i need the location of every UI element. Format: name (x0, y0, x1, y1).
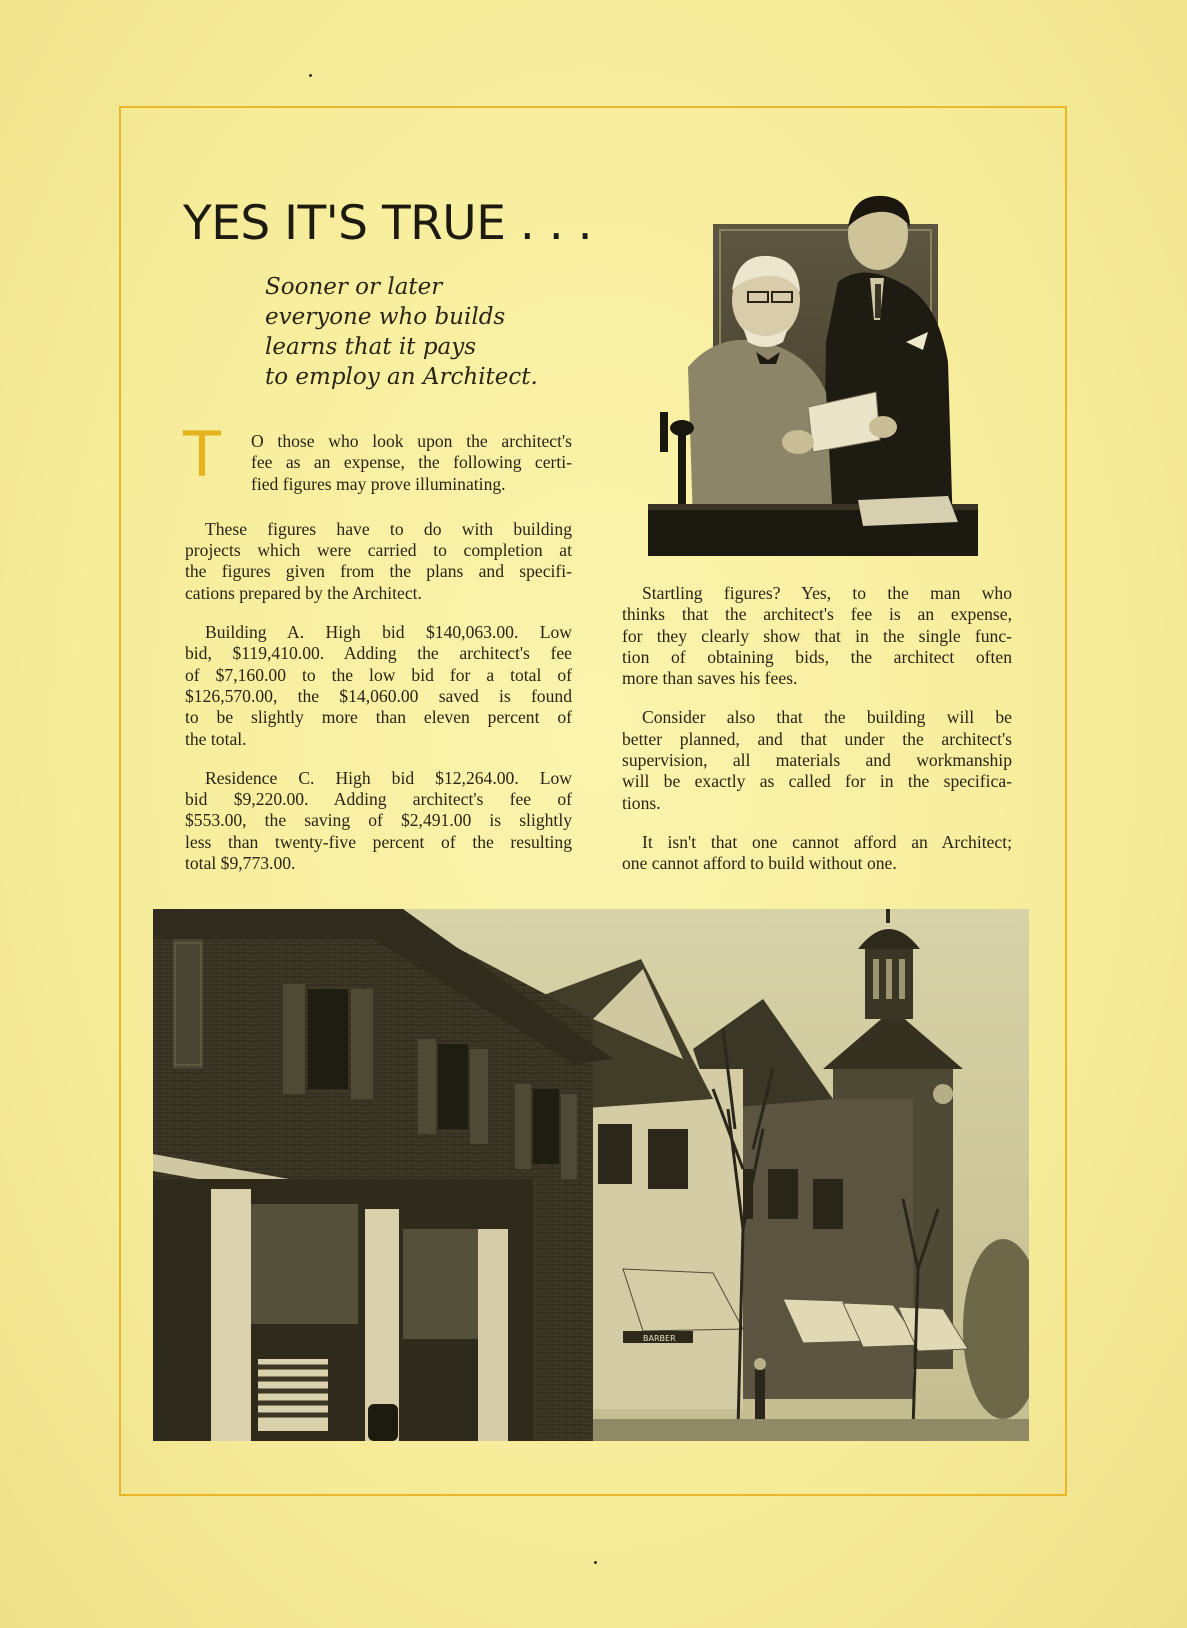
text-line: $126,570.00, the $14,060.00 saved is found (185, 685, 572, 706)
text-line: cations prepared by the Architect. (185, 582, 422, 603)
right-column (622, 583, 1012, 889)
text-line: supervision, all materials and workmanship (622, 750, 1012, 771)
text-line: fied figures may prove illuminating. (251, 473, 506, 494)
subhead-line: everyone who builds (265, 304, 506, 330)
intro-paragraph (183, 418, 572, 495)
text-line: the figures given from the plans and specifi- (185, 561, 572, 582)
text-line: Startling figures? Yes, to the man who (642, 583, 1012, 603)
text-line: tions. (622, 792, 661, 813)
text-line: less than twenty-five percent of the resulting (185, 831, 572, 852)
photo-village-street (153, 909, 1029, 1441)
text-line: projects which were carried to completion at (185, 540, 572, 561)
drop-cap: T (183, 418, 221, 491)
text-line: bid, $119,410.00. Adding the architect's fee (185, 643, 572, 664)
text-line: fee as an expense, the following certi- (251, 452, 572, 473)
print-speck (594, 1561, 597, 1564)
text-line: Building A. High bid $140,063.00. Low (205, 622, 572, 643)
paragraph-consider (622, 707, 1012, 813)
text-line: These figures have to do with building (205, 518, 572, 539)
barber-sign: BARBER (643, 1334, 676, 1343)
paragraph-residence-c (185, 768, 572, 874)
text-line: O those who look upon the architect's (251, 431, 572, 451)
print-speck (309, 74, 312, 77)
left-column (183, 418, 572, 888)
photo-architect-consultation (648, 192, 978, 556)
text-line: Residence C. High bid $12,264.00. Low (205, 767, 572, 788)
text-line: to be slightly more than eleven percent of (185, 707, 572, 728)
text-line: for they clearly show that in the single func- (622, 625, 1012, 646)
subhead-line: Sooner or later (265, 274, 443, 300)
text-line: bid $9,220.00. Adding architect's fee of (185, 789, 572, 810)
paragraph-figures (185, 519, 572, 604)
headline: YES IT'S TRUE . . . (183, 196, 593, 251)
text-line: $553.00, the saving of $2,491.00 is slightly (185, 810, 572, 831)
text-line: tion of obtaining bids, the architect often (622, 646, 1012, 667)
text-line: of $7,160.00 to the low bid for a total of (185, 664, 572, 685)
subhead-line: learns that it pays (265, 334, 477, 360)
text-line: will be exactly as called for in the specifica- (622, 771, 1012, 792)
text-line: one cannot afford to build without one. (622, 853, 897, 874)
text-line: thinks that the architect's fee is an expense, (622, 604, 1012, 625)
text-line: total $9,773.00. (185, 853, 296, 874)
subhead-line: to employ an Architect. (265, 364, 538, 390)
text-line: more than saves his fees. (622, 668, 798, 689)
text-line: Consider also that the building will be (642, 707, 1012, 728)
text-line: better planned, and that under the architect's (622, 728, 1012, 749)
paragraph-startling (622, 583, 1012, 689)
text-line: the total. (185, 728, 247, 749)
subhead (265, 272, 595, 392)
text-line: It isn't that one cannot afford an Architect; (642, 831, 1012, 852)
paragraph-afford (622, 832, 1012, 875)
paragraph-building-a (185, 622, 572, 750)
